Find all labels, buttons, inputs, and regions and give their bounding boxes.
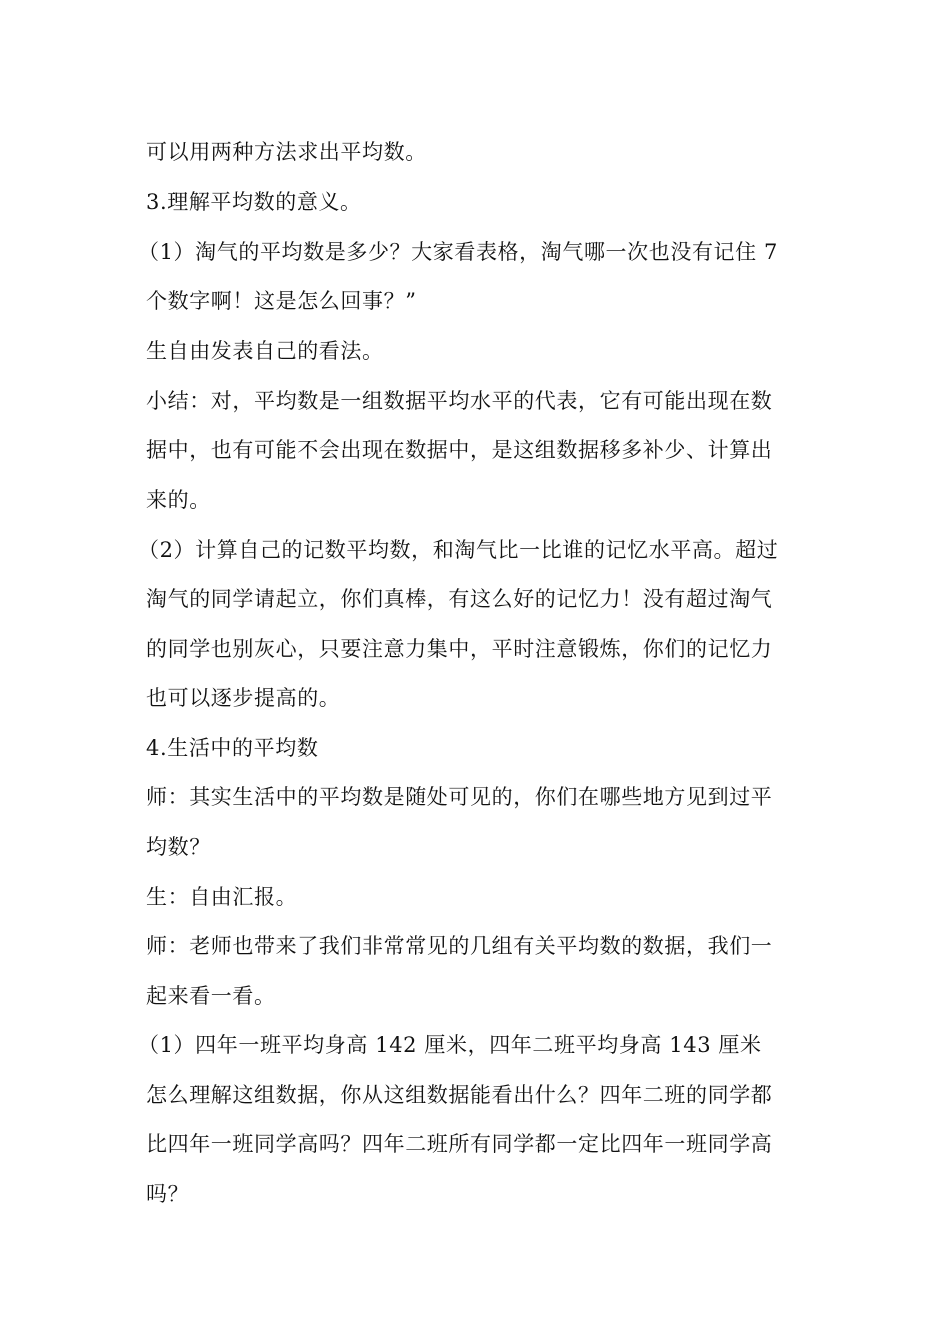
paragraph-line: 怎么理解这组数据，你从这组数据能看出什么？四年二班的同学都 (146, 1083, 773, 1107)
paragraph-line: 均数？ (146, 835, 211, 859)
paragraph-line: 生自由发表自己的看法。 (146, 339, 384, 363)
paragraph-line: 师：其实生活中的平均数是随处可见的，你们在哪些地方见到过平 (146, 785, 773, 809)
paragraph-line: 可以用两种方法求出平均数。 (146, 140, 427, 164)
paragraph-line: （1）四年一班平均身高 142 厘米，四年二班平均身高 143 厘米 (138, 1033, 762, 1057)
paragraph-line: 据中，也有可能不会出现在数据中，是这组数据移多补少、计算出 (146, 438, 773, 462)
paragraph-line: （2）计算自己的记数平均数，和淘气比一比谁的记忆水平高。超过 (138, 538, 779, 562)
paragraph-line: 来的。 (146, 488, 211, 512)
paragraph-line: 的同学也别灰心，只要注意力集中，平时注意锻炼，你们的记忆力 (146, 637, 773, 661)
paragraph-line: 小结：对，平均数是一组数据平均水平的代表，它有可能出现在数 (146, 389, 773, 413)
paragraph-line: 淘气的同学请起立，你们真棒，有这么好的记忆力！没有超过淘气 (146, 587, 773, 611)
section-heading: 4.生活中的平均数 (146, 736, 319, 760)
paragraph-line: 个数字啊！这是怎么回事？” (146, 289, 417, 313)
paragraph-line: 师：老师也带来了我们非常常见的几组有关平均数的数据，我们一 (146, 934, 773, 958)
paragraph-line: 比四年一班同学高吗？四年二班所有同学都一定比四年一班同学高 (146, 1132, 773, 1156)
paragraph-line: 起来看一看。 (146, 984, 276, 1008)
paragraph-line: 生：自由汇报。 (146, 885, 298, 909)
paragraph-line: （1）淘气的平均数是多少？大家看表格，淘气哪一次也没有记住 7 (138, 240, 778, 264)
paragraph-line: 也可以逐步提高的。 (146, 686, 341, 710)
paragraph-line: 吗？ (146, 1182, 190, 1206)
section-heading: 3.理解平均数的意义。 (146, 190, 362, 214)
